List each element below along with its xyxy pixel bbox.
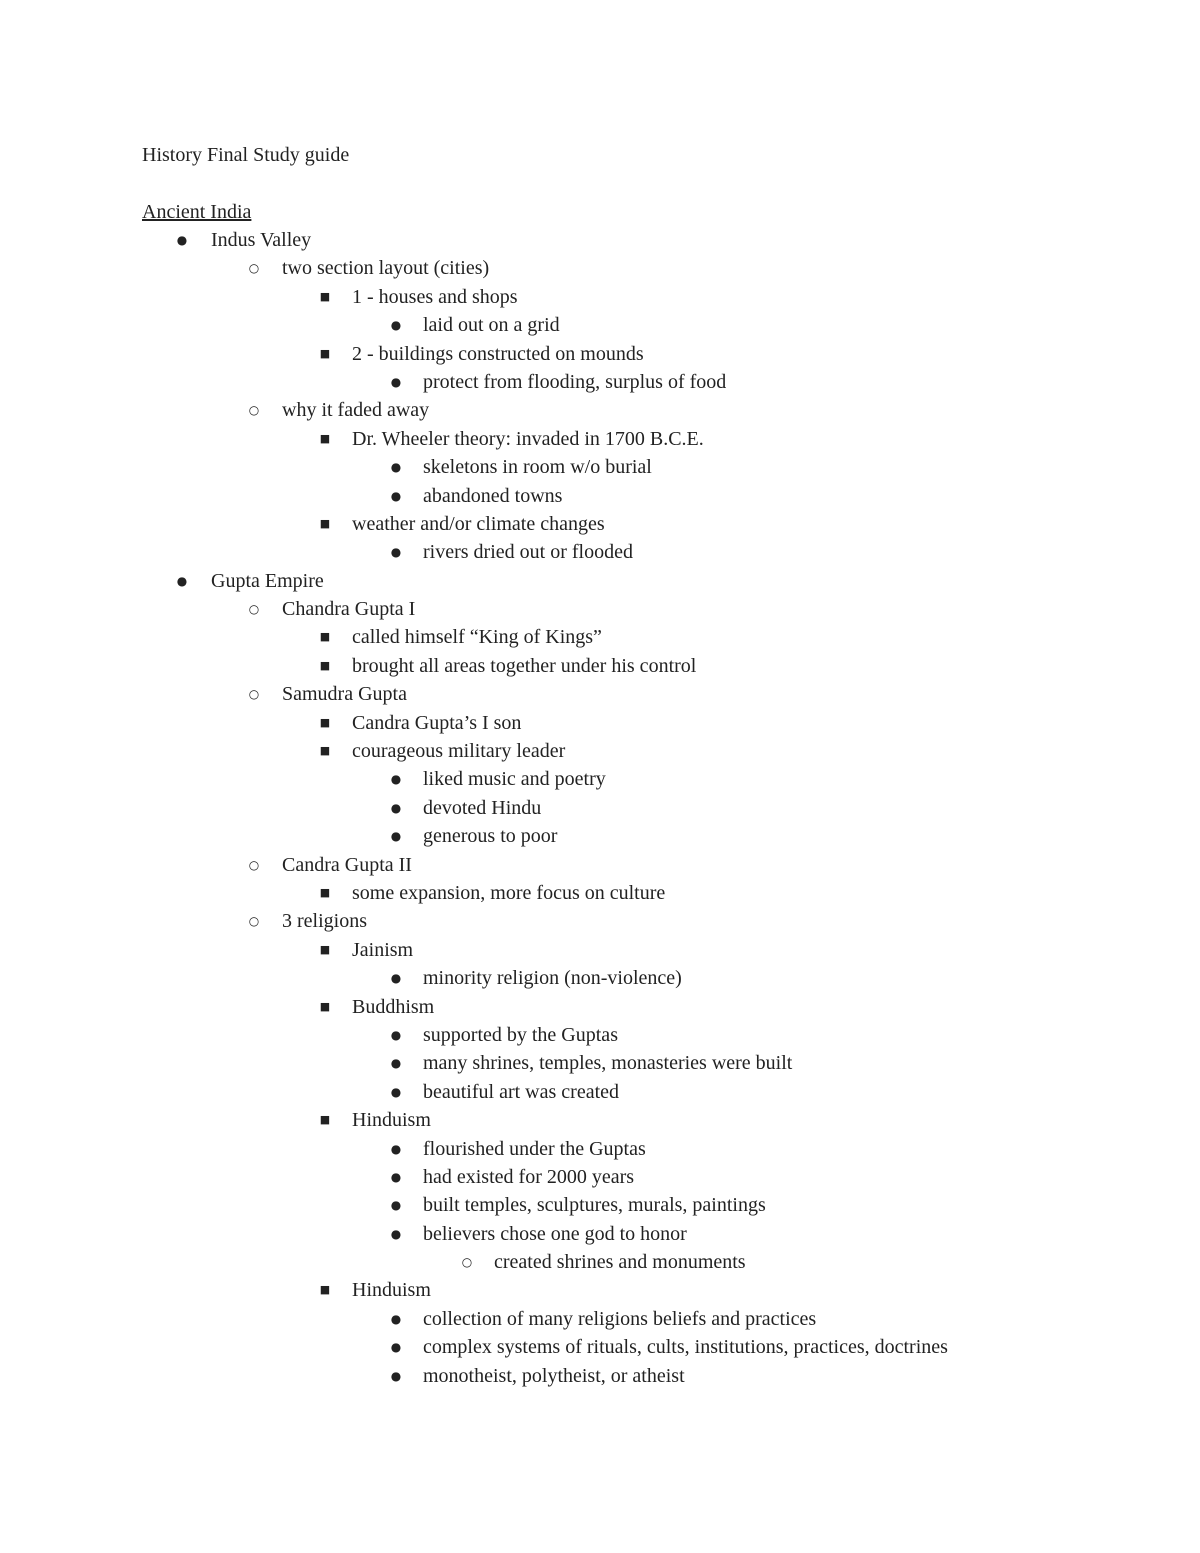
list-item-text: laid out on a grid: [423, 314, 560, 337]
list-item-text: minority religion (non-violence): [423, 967, 682, 990]
list-item: [0, 1191, 1200, 1219]
list-item: [0, 964, 1200, 992]
square-bullet-icon: ■: [319, 431, 331, 445]
section-heading: Ancient India: [142, 201, 252, 223]
square-bullet-icon: ■: [319, 744, 331, 758]
circle-bullet-icon: ○: [248, 687, 260, 702]
list-item: [0, 254, 1200, 282]
list-item-text: some expansion, more focus on culture: [352, 881, 666, 904]
disc-bullet-icon: ●: [390, 1311, 402, 1326]
list-item: [0, 1362, 1200, 1390]
circle-bullet-icon: ○: [248, 602, 260, 617]
list-item: [0, 1248, 1200, 1276]
list-item-text: called himself “King of Kings”: [352, 626, 602, 649]
list-item: [0, 993, 1200, 1021]
list-item: [0, 1049, 1200, 1077]
list-item: [0, 709, 1200, 737]
circle-bullet-icon: ○: [248, 857, 260, 872]
square-bullet-icon: ■: [319, 1113, 331, 1127]
disc-bullet-icon: ●: [390, 1084, 402, 1099]
list-item-text: created shrines and monuments: [494, 1251, 746, 1274]
square-bullet-icon: ■: [319, 885, 331, 899]
list-item-text: 1 - houses and shops: [352, 285, 518, 308]
square-bullet-icon: ■: [319, 630, 331, 644]
list-item: [0, 822, 1200, 850]
list-item-text: skeletons in room w/o burial: [423, 456, 652, 479]
list-item: [0, 510, 1200, 538]
disc-bullet-icon: ●: [390, 971, 402, 986]
list-item-text: had existed for 2000 years: [423, 1165, 635, 1188]
list-item: [0, 680, 1200, 708]
list-item-text: weather and/or climate changes: [352, 512, 605, 535]
list-item-text: monotheist, polytheist, or atheist: [423, 1364, 685, 1387]
list-item: [0, 737, 1200, 765]
list-item: [0, 851, 1200, 879]
disc-bullet-icon: ●: [390, 1368, 402, 1383]
disc-bullet-icon: ●: [390, 374, 402, 389]
list-item: [0, 623, 1200, 651]
circle-bullet-icon: ○: [248, 914, 260, 929]
list-item: [0, 538, 1200, 566]
disc-bullet-icon: ●: [390, 488, 402, 503]
list-item: [0, 652, 1200, 680]
disc-bullet-icon: ●: [176, 233, 188, 247]
square-bullet-icon: ■: [319, 516, 331, 530]
list-item-text: Indus Valley: [211, 229, 312, 251]
list-item-text: Samudra Gupta: [282, 683, 407, 706]
list-item-text: devoted Hindu: [423, 796, 542, 819]
circle-bullet-icon: ○: [248, 403, 260, 418]
list-item-text: Gupta Empire: [211, 569, 324, 592]
list-item: [0, 765, 1200, 793]
list-item: [0, 311, 1200, 339]
square-bullet-icon: ■: [319, 715, 331, 729]
list-item: [0, 907, 1200, 935]
list-item-text: rivers dried out or flooded: [423, 541, 633, 564]
list-item: [0, 1021, 1200, 1049]
disc-bullet-icon: ●: [390, 1056, 402, 1071]
list-item: [0, 453, 1200, 481]
list-item-text: Dr. Wheeler theory: invaded in 1700 B.C.E.: [352, 427, 704, 450]
square-bullet-icon: ■: [319, 942, 331, 956]
circle-bullet-icon: ○: [461, 1255, 473, 1270]
list-item-text: collection of many religions beliefs and practices: [423, 1307, 817, 1330]
list-item-text: many shrines, temples, monasteries were built: [423, 1052, 793, 1075]
list-item-text: why it faded away: [282, 399, 430, 422]
list-item: [0, 1220, 1200, 1248]
list-item: [0, 340, 1200, 368]
list-item: [0, 1078, 1200, 1106]
list-item-text: beautiful art was created: [423, 1080, 620, 1103]
disc-bullet-icon: ●: [390, 772, 402, 787]
list-item-text: complex systems of rituals, cults, institutions, practices, doctrines: [423, 1336, 948, 1359]
square-bullet-icon: ■: [319, 346, 331, 360]
list-item: [0, 1305, 1200, 1333]
list-item-text: Hinduism: [352, 1109, 431, 1132]
list-item-text: Hinduism: [352, 1279, 431, 1302]
list-item: [0, 1333, 1200, 1361]
list-item-text: Candra Gupta’s I son: [352, 711, 522, 734]
list-item: [0, 283, 1200, 311]
disc-bullet-icon: ●: [390, 829, 402, 844]
list-item: [0, 794, 1200, 822]
list-item-text: supported by the Guptas: [423, 1023, 618, 1046]
list-item-text: courageous military leader: [352, 740, 566, 763]
list-item: [0, 425, 1200, 453]
list-item-text: Buddhism: [352, 995, 435, 1018]
disc-bullet-icon: ●: [390, 1226, 402, 1241]
bullet-outline: [0, 226, 1200, 1390]
disc-bullet-icon: ●: [176, 573, 188, 588]
circle-bullet-icon: ○: [248, 261, 260, 276]
square-bullet-icon: ■: [319, 1283, 331, 1297]
list-item-text: flourished under the Guptas: [423, 1137, 646, 1160]
disc-bullet-icon: ●: [390, 545, 402, 560]
list-item-text: 2 - buildings constructed on mounds: [352, 342, 644, 365]
list-item-text: built temples, sculptures, murals, paintings: [423, 1194, 766, 1217]
list-item-text: generous to poor: [423, 825, 558, 848]
list-item-text: Chandra Gupta I: [282, 598, 416, 621]
disc-bullet-icon: ●: [390, 1340, 402, 1355]
list-item: [0, 1276, 1200, 1304]
list-item: [0, 1163, 1200, 1191]
list-item-text: two section layout (cities): [282, 257, 490, 280]
list-item-text: 3 religions: [282, 910, 367, 933]
square-bullet-icon: ■: [319, 658, 331, 672]
list-item: [0, 368, 1200, 396]
document-title: History Final Study guide: [142, 144, 350, 166]
list-item: [0, 567, 1200, 595]
list-item-text: liked music and poetry: [423, 768, 606, 791]
disc-bullet-icon: ●: [390, 1198, 402, 1213]
list-item-text: Jainism: [352, 938, 414, 961]
list-item-text: protect from flooding, surplus of food: [423, 370, 727, 393]
list-item: [0, 936, 1200, 964]
list-item: [0, 1106, 1200, 1134]
disc-bullet-icon: ●: [390, 318, 402, 333]
list-item: [0, 1135, 1200, 1163]
disc-bullet-icon: ●: [390, 1027, 402, 1042]
list-item: [0, 482, 1200, 510]
list-item: [0, 595, 1200, 623]
list-item: [0, 396, 1200, 424]
list-item-text: abandoned towns: [423, 484, 563, 507]
disc-bullet-icon: ●: [390, 1169, 402, 1184]
list-item-text: Candra Gupta II: [282, 853, 412, 876]
disc-bullet-icon: ●: [390, 460, 402, 475]
list-item: [0, 226, 1200, 254]
square-bullet-icon: ■: [319, 999, 331, 1013]
list-item-text: brought all areas together under his control: [352, 654, 697, 677]
square-bullet-icon: ■: [319, 289, 331, 303]
disc-bullet-icon: ●: [390, 1141, 402, 1156]
disc-bullet-icon: ●: [390, 800, 402, 815]
list-item: [0, 879, 1200, 907]
list-item-text: believers chose one god to honor: [423, 1222, 687, 1245]
